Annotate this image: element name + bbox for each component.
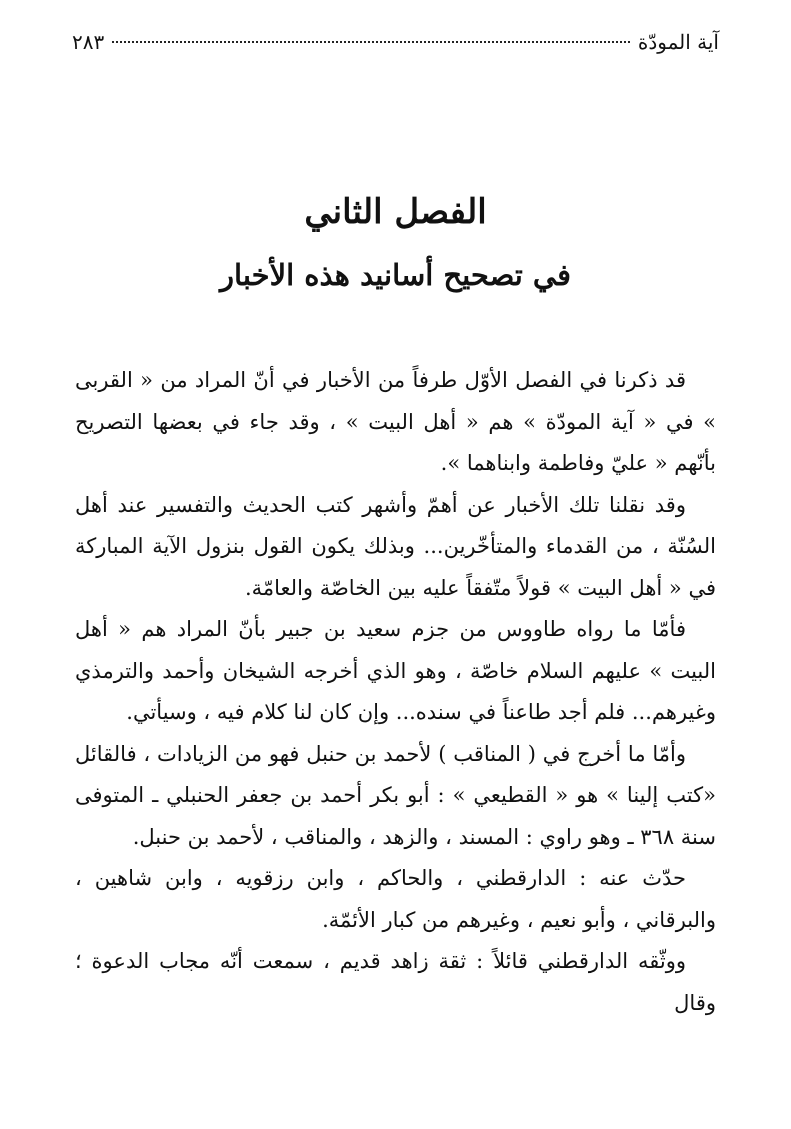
chapter-subtitle: في تصحيح أسانيد هذه الأخبار (220, 258, 571, 292)
paragraph: وأمّا ما أخرج في ( المناقب ) لأحمد بن حنبل فهو من الزيادات ، فالقائل «كتب إلينا » هو « القطيعي » : أبو بكر أحمد بن جعفر الحنبلي ـ المتوفى سنة ٣٦٨ ـ وهو راوي : المسند ، والزهد ، والمناقب ، لأحمد بن حنبل. (75, 741, 716, 849)
body-text (75, 360, 716, 1024)
paragraph: وقد نقلنا تلك الأخبار عن أهمّ وأشهر كتب الحديث والتفسير عند أهل السُنّة ، من القدماء والمتأخّرين... وبذلك يكون القول بنزول الآية المباركة في « أهل البيت » قولاً متّفقاً عليه بين الخاصّة والعامّة. (75, 492, 716, 600)
paragraph: ووثّقه الدارقطني قائلاً : ثقة زاهد قديم ، سمعت أنّه مجاب الدعوة ؛ وقال (75, 949, 716, 1015)
paragraph: قد ذكرنا في الفصل الأوّل طرفاً من الأخبار في أنّ المراد من « القربى » في « آية المودّة » هم « أهل البيت » ، وقد جاء في بعضها التصريح بأنّهم « عليّ وفاطمة وابناهما ». (75, 368, 716, 475)
paragraph: حدّث عنه : الدارقطني ، والحاكم ، وابن رزقويه ، وابن شاهين ، والبرقاني ، وأبو نعيم ، وغيرهم من كبار الأئمّة. (75, 866, 716, 932)
running-header-title: آية المودّة (637, 30, 719, 54)
running-header (72, 30, 719, 64)
paragraph: فأمّا ما رواه طاووس من جزم سعيد بن جبير بأنّ المراد هم « أهل البيت » عليهم السلام خاصّة ، وهو الذي أخرجه الشيخان وأحمد والترمذي وغيرهم... فلم أجد طاعناً في سنده... وإن كان لنا كلام فيه ، وسيأتي. (75, 617, 716, 724)
chapter-title: الفصل الثاني (304, 192, 487, 232)
leader-dots (112, 41, 630, 43)
page-number: ٢٨٣ (72, 30, 105, 54)
